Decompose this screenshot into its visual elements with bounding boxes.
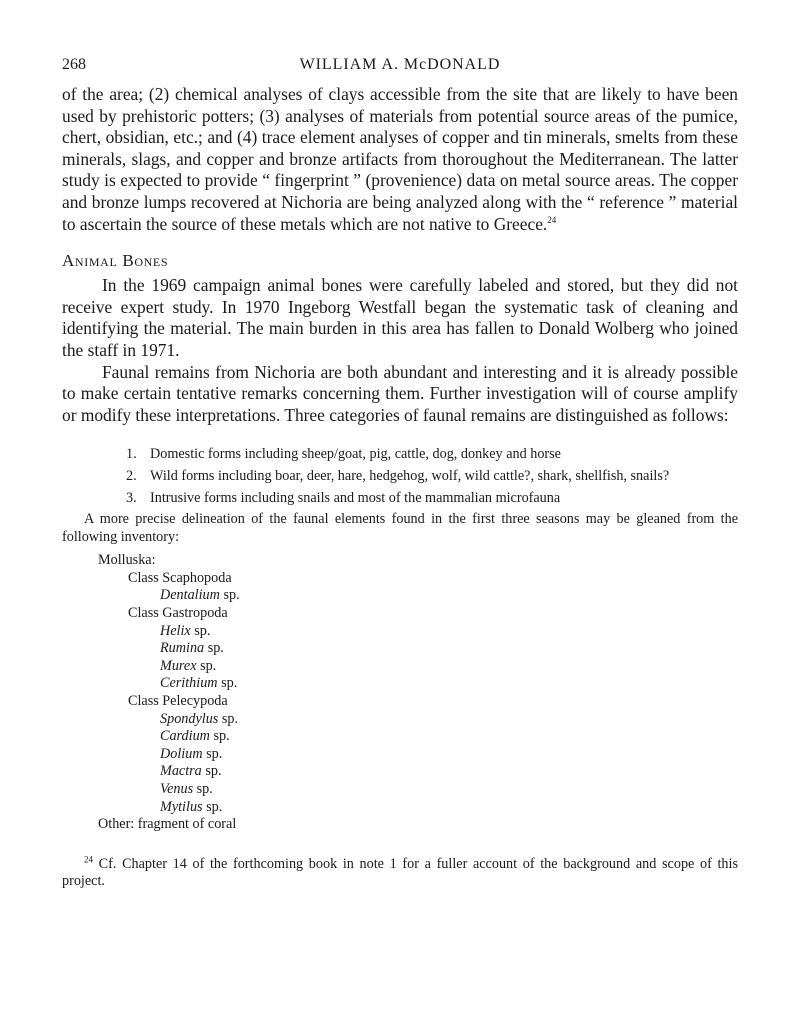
genus-name: Venus xyxy=(160,781,194,797)
inventory-phylum: Molluska: xyxy=(98,552,156,569)
section-heading-text: Animal Bones xyxy=(62,251,169,271)
inventory-genus xyxy=(62,728,738,746)
inventory-intro: A more precise delineation of the faunal elements found in the first three seasons may be gleaned from the following inventory: xyxy=(62,511,738,545)
page-number: 268 xyxy=(62,56,86,73)
list-item-number: 1. xyxy=(126,446,137,463)
list-item xyxy=(126,446,738,464)
genus-name: Spondylus xyxy=(160,710,219,727)
genus-name: Helix xyxy=(160,622,191,639)
footnote-reference: 24 xyxy=(547,214,557,225)
page xyxy=(62,56,738,905)
genus-name: Dolium xyxy=(160,745,203,762)
list-item xyxy=(126,468,738,486)
genus-name: Dentalium xyxy=(160,587,220,604)
inventory-genus xyxy=(62,658,738,676)
footnote-number: 24 xyxy=(84,854,93,865)
inventory-genus xyxy=(62,781,738,799)
genus-name: Mactra xyxy=(160,763,202,780)
faunal-inventory xyxy=(62,552,738,834)
list-item-number: 2. xyxy=(126,467,137,484)
inventory-genus xyxy=(62,587,738,605)
genus-name: Rumina xyxy=(160,640,205,657)
inventory-genus xyxy=(62,623,738,641)
genus-suffix: sp. xyxy=(219,587,240,604)
footnote xyxy=(62,856,738,891)
inventory-other: Other: fragment of coral xyxy=(98,816,237,833)
genus-name: Murex xyxy=(160,657,197,674)
list-item-number: 3. xyxy=(126,489,137,506)
inventory-genus xyxy=(62,746,738,764)
inventory-class: Class Pelecypoda xyxy=(128,693,228,710)
genus-suffix: sp. xyxy=(201,763,222,780)
running-head xyxy=(62,56,738,84)
inventory-class: Class Gastropoda xyxy=(128,605,228,622)
genus-suffix: sp. xyxy=(202,798,223,815)
inventory-genus xyxy=(62,799,738,817)
genus-suffix: sp. xyxy=(204,640,224,657)
list-item-text: Domestic forms including sheep/goat, pig, cattle, dog, donkey and horse xyxy=(150,446,561,463)
list-item xyxy=(126,490,738,508)
inventory-class: Class Scaphopoda xyxy=(128,569,232,586)
section-heading xyxy=(62,251,738,271)
footnote-text: Cf. Chapter 14 of the forthcoming book in note 1 for a fuller account of the background and scope of this project. xyxy=(62,855,738,890)
body-paragraph: In the 1969 campaign animal bones were carefully labeled and stored, but they did not receive expert study. In 1970 Ingeborg Westfall began the systematic task of cleaning and identifying the material. The main burden in this area has fallen to Donald Wolberg who joined the staff in 1971. xyxy=(62,275,738,360)
genus-suffix: sp. xyxy=(217,675,238,692)
inventory-genus xyxy=(62,711,738,729)
list-item-text: Wild forms including boar, deer, hare, hedgehog, wolf, wild cattle?, shark, shellfish, snails? xyxy=(150,467,670,484)
genus-suffix: sp. xyxy=(190,622,211,639)
genus-suffix: sp. xyxy=(202,745,223,762)
genus-name: Mytilus xyxy=(160,798,203,815)
genus-suffix: sp. xyxy=(193,781,213,797)
inventory-genus xyxy=(62,675,738,693)
inventory-genus xyxy=(62,640,738,658)
faunal-categories-list xyxy=(126,446,738,507)
genus-suffix: sp. xyxy=(209,728,230,745)
genus-name: Cerithium xyxy=(160,675,218,692)
genus-name: Cardium xyxy=(160,728,210,745)
list-item-text: Intrusive forms including snails and most of the mammalian microfauna xyxy=(150,489,561,506)
inventory-genus xyxy=(62,763,738,781)
body-paragraph: Faunal remains from Nichoria are both abundant and interesting and it is already possible to make certain tentative remarks concerning them. Further investigation will of course amplify or modify these interpretations. Three categories of faunal remains are distinguished as follows: xyxy=(62,361,738,425)
running-title: WILLIAM A. McDONALD xyxy=(299,56,501,73)
genus-suffix: sp. xyxy=(218,710,239,727)
intro-paragraph xyxy=(62,84,738,235)
intro-paragraph-text: of the area; (2) chemical analyses of clays accessible from the site that are likely to have been used by prehistoric potters; (3) analyses of materials from potential source areas of the pumice, chert, obsidian, etc.; and (4) trace element analyses of copper and tin minerals, smelts from these minerals, slags, and copper and bronze artifacts from thoroughout the Mediterranean. The latter study is expected to provide “ fingerprint ” (provenience) data on metal source areas. The copper and bronze lumps recovered at Nichoria are being analyzed along with the “ reference ” material to ascertain the source of these metals which are not native to Greece. xyxy=(62,84,738,234)
genus-suffix: sp. xyxy=(196,657,217,674)
